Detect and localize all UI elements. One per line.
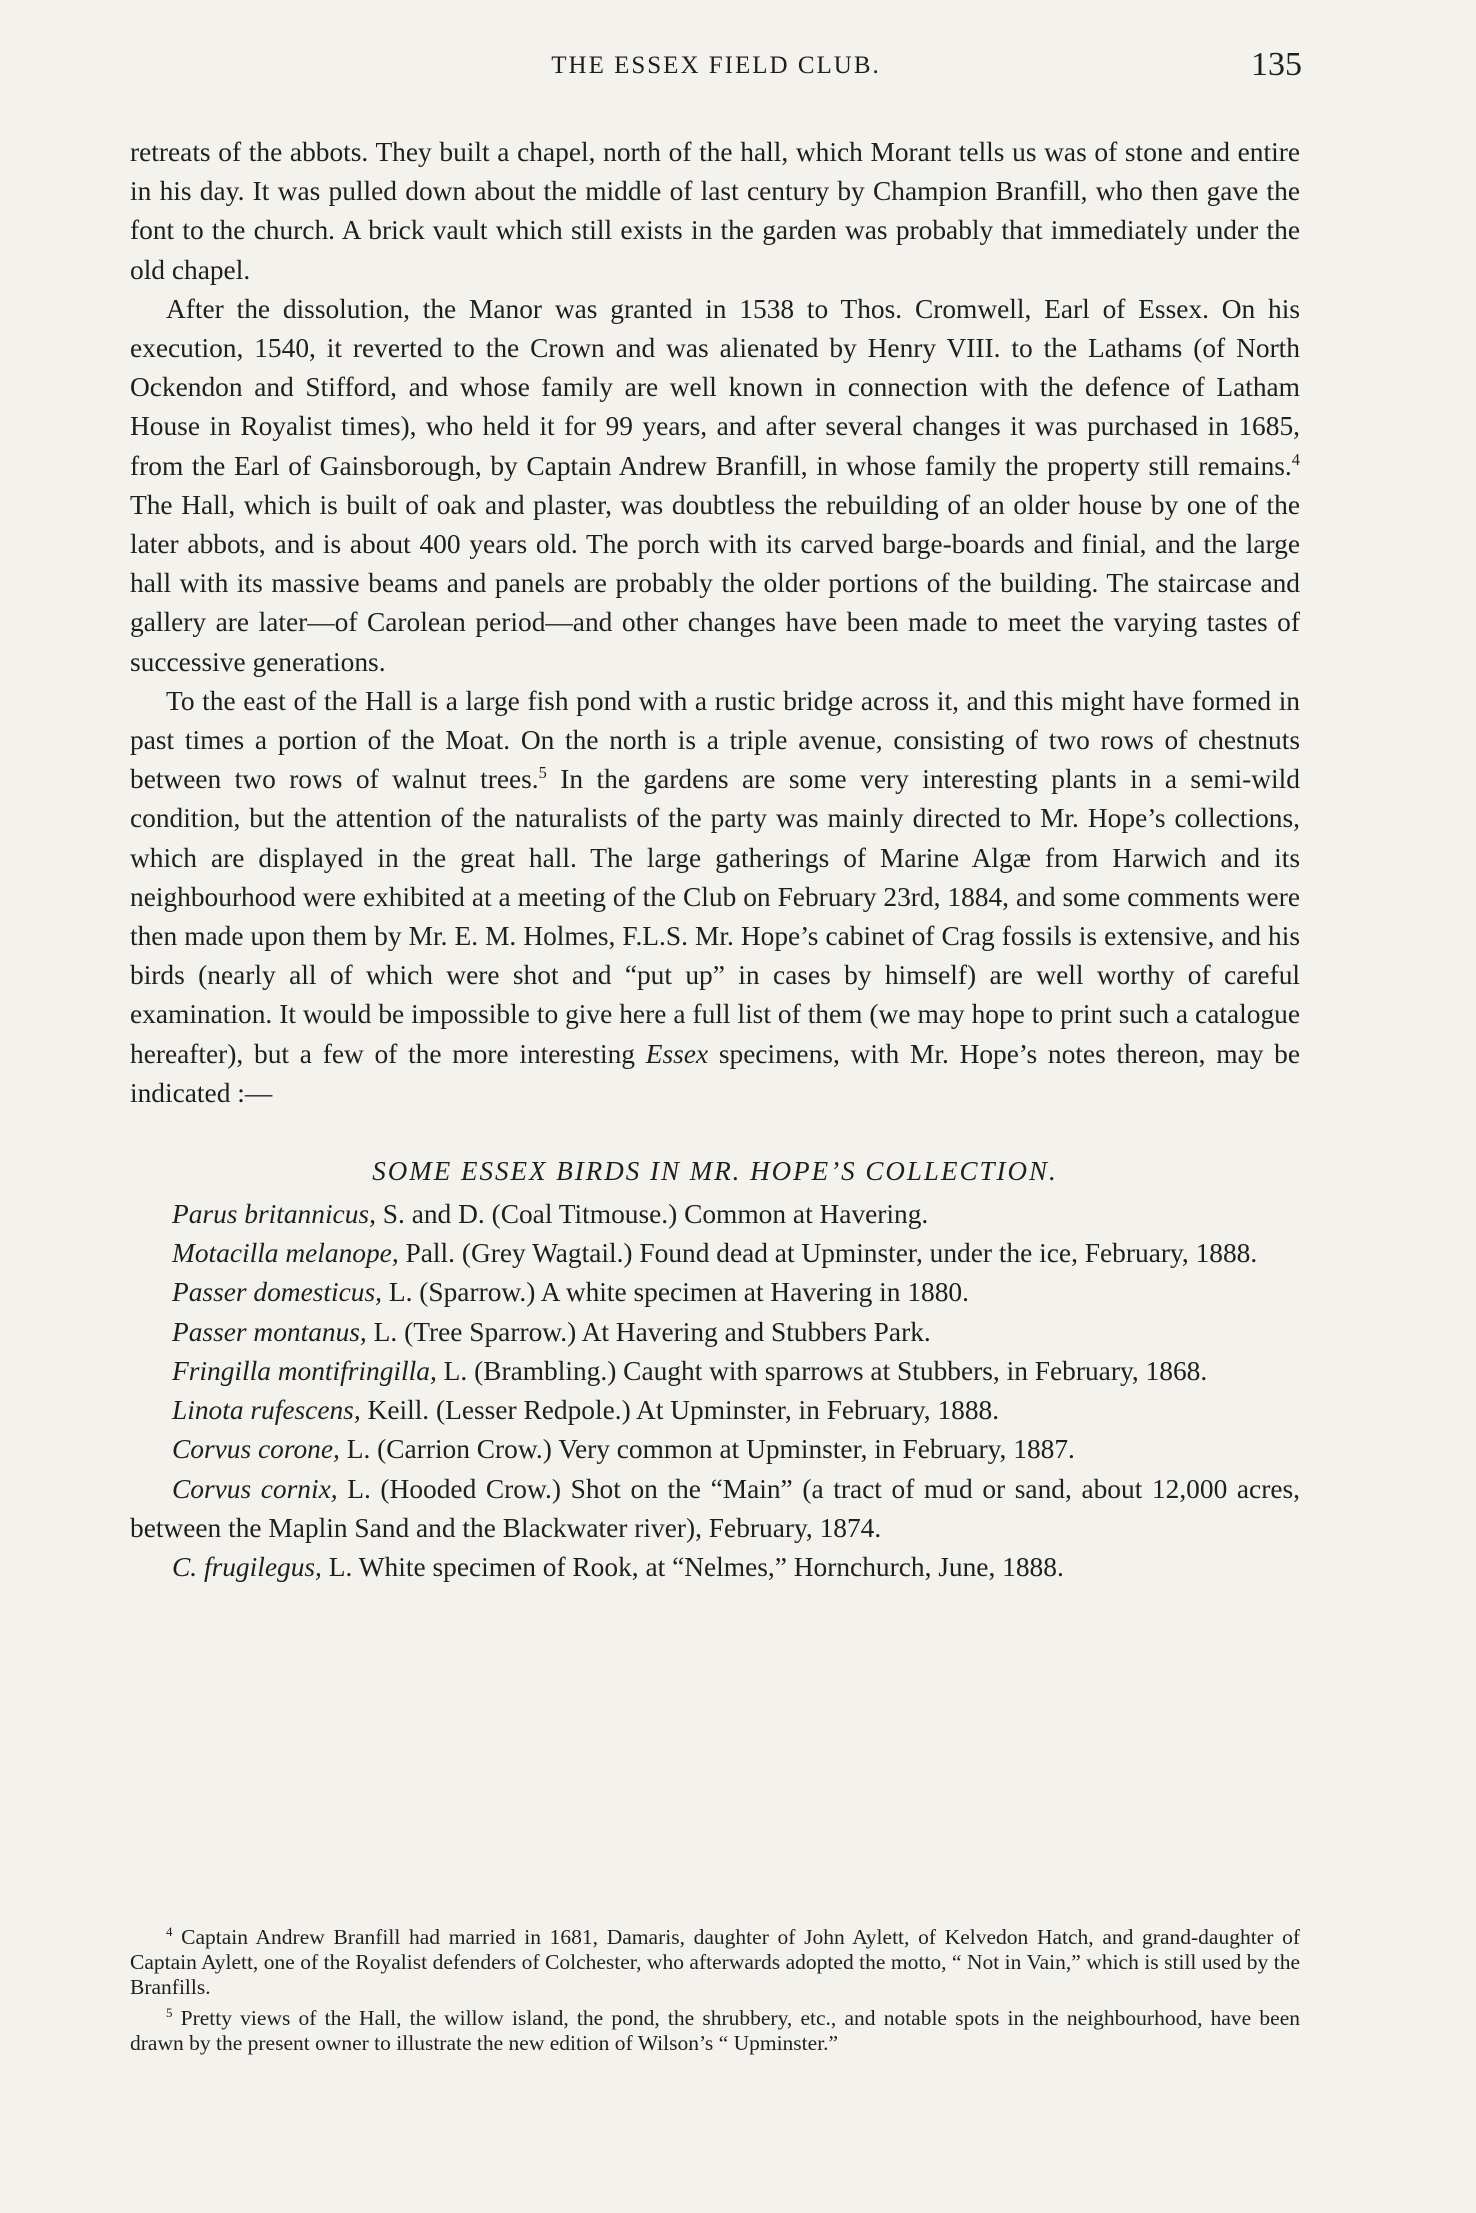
- species-name: Passer domesticus,: [172, 1277, 382, 1308]
- bird-entry: [130, 1234, 1300, 1273]
- paragraph-3-text: To the east of the Hall is a large fish pond with a rustic bridge across it, and this might have formed in past times a portion of the Moat. On the north is a triple avenue, consisting of two rows of chestnuts between two rows of walnut trees.: [130, 685, 1300, 795]
- bird-entry: [130, 1273, 1300, 1312]
- bird-entry: [130, 1470, 1300, 1548]
- body-text: [130, 133, 1300, 1587]
- species-name: Fringilla montifringilla,: [172, 1355, 437, 1386]
- species-name: Motacilla melanope,: [172, 1238, 399, 1269]
- species-note: Keill. (Lesser Redpole.) At Upminster, in February, 1888.: [360, 1395, 1000, 1426]
- species-note: L. (Sparrow.) A white specimen at Havering in 1880.: [381, 1277, 969, 1308]
- bird-entry: [130, 1313, 1300, 1352]
- species-note: L. White specimen of Rook, at “Nelmes,” Hornchurch, June, 1888.: [321, 1551, 1064, 1582]
- bird-entry: [130, 1195, 1300, 1234]
- paragraph-1: [130, 133, 1300, 290]
- species-note: Pall. (Grey Wagtail.) Found dead at Upminster, under the ice, February, 1888.: [398, 1238, 1258, 1269]
- running-head: [130, 46, 1302, 92]
- paragraph-3-end: specimens, with Mr. Hope’s notes thereon, may be indicated :—: [130, 1038, 1300, 1108]
- species-name: Linota rufescens,: [172, 1395, 361, 1426]
- footnote-text: Captain Andrew Branfill had married in 1681, Damaris, daughter of John Aylett, of Kelvedon Hatch, and grand-daughter of Captain Aylett, one of the Royalist defenders of Colchester, who afterwards adopted the motto, “ Not in Vain,” which is still used by the Branfills.: [130, 1925, 1300, 1999]
- species-name: Corvus cornix,: [172, 1473, 338, 1504]
- species-note: S. and D. (Coal Titmouse.) Common at Havering.: [375, 1199, 929, 1230]
- footnote-5: [130, 2006, 1300, 2056]
- page-number: 135: [1251, 46, 1302, 83]
- species-name: Parus britannicus,: [172, 1199, 376, 1230]
- paragraph-2-text: After the dissolution, the Manor was granted in 1538 to Thos. Cromwell, Earl of Essex. On his execution, 1540, it reverted to the Crown and was alienated by Henry VIII. to the Lathams (of North Ockendon and Stifford, and whose family are well known in connection with the defence of Latham House in Royalist times), who held it for 99 years, and after several changes it was purchased in 1685, from the Earl of Gainsborough, by Captain Andrew Branfill, in whose family the property still remains.: [130, 293, 1300, 481]
- bird-entry: [130, 1352, 1300, 1391]
- paragraph-3: [130, 682, 1300, 1113]
- paragraph-1-text: retreats of the abbots. They built a chapel, north of the hall, which Morant tells us was of stone and entire in his day. It was pulled down about the middle of last century by Champion Branfill, who then gave the font to the church. A brick vault which still exists in the garden was probably that immediately under the old chapel.: [130, 137, 1300, 285]
- essex-italic: Essex: [645, 1038, 709, 1069]
- footnote-text: Pretty views of the Hall, the willow island, the pond, the shrubbery, etc., and notable spots in the neighbourhood, have been drawn by the present owner to illustrate the new edition of Wilson’s “ Upminster.”: [130, 2006, 1300, 2055]
- species-name: Passer montanus,: [172, 1316, 367, 1347]
- footnote-mark: 4: [166, 1924, 173, 1939]
- footnote-ref-5: 5: [538, 763, 547, 783]
- section-heading: SOME ESSEX BIRDS IN MR. HOPE’S COLLECTION.: [372, 1156, 1058, 1187]
- species-name: Corvus corone,: [172, 1434, 340, 1465]
- species-name: C. frugilegus,: [172, 1551, 322, 1582]
- footnote-mark: 5: [166, 2005, 173, 2020]
- footnotes: [130, 1925, 1300, 2062]
- species-note: L. (Hooded Crow.) Shot on the “Main” (a tract of mud or sand, about 12,000 acres, between the Maplin Sand and the Blackwater river), February, 1874.: [130, 1473, 1300, 1543]
- running-title: THE ESSEX FIELD CLUB.: [551, 52, 881, 79]
- species-note: L. (Brambling.) Caught with sparrows at Stubbers, in February, 1868.: [436, 1355, 1208, 1386]
- footnote-ref-4: 4: [1291, 449, 1300, 469]
- bird-entry: [130, 1391, 1300, 1430]
- species-note: L. (Tree Sparrow.) At Havering and Stubbers Park.: [366, 1316, 931, 1347]
- species-note: L. (Carrion Crow.) Very common at Upminster, in February, 1887.: [339, 1434, 1075, 1465]
- footnote-4: [130, 1925, 1300, 2000]
- paragraph-2-continued: The Hall, which is built of oak and plaster, was doubtless the rebuilding of an older house by one of the later abbots, and is about 400 years old. The porch with its carved barge-boards and finial, and the large hall with its massive beams and panels are probably the older portions of the building. The staircase and gallery are later—of Carolean period—and other changes have been made to meet the varying tastes of successive generations.: [130, 489, 1300, 677]
- bird-entry: [130, 1430, 1300, 1469]
- paragraph-2: [130, 290, 1300, 682]
- paragraph-3-continued: In the gardens are some very interesting plants in a semi-wild condition, but the attention of the naturalists of the party was mainly directed to Mr. Hope’s collections, which are displayed in the great hall. The large gatherings of Marine Algæ from Harwich and its neighbourhood were exhibited at a meeting of the Club on February 23rd, 1884, and some comments were then made upon them by Mr. E. M. Holmes, F.L.S. Mr. Hope’s cabinet of Crag fossils is extensive, and his birds (nearly all of which were shot and “put up” in cases by himself) are well worthy of careful examination. It would be impossible to give here a full list of them (we may hope to print such a catalogue hereafter), but a few of the more interesting: [130, 764, 1300, 1069]
- bird-entry: [130, 1548, 1300, 1587]
